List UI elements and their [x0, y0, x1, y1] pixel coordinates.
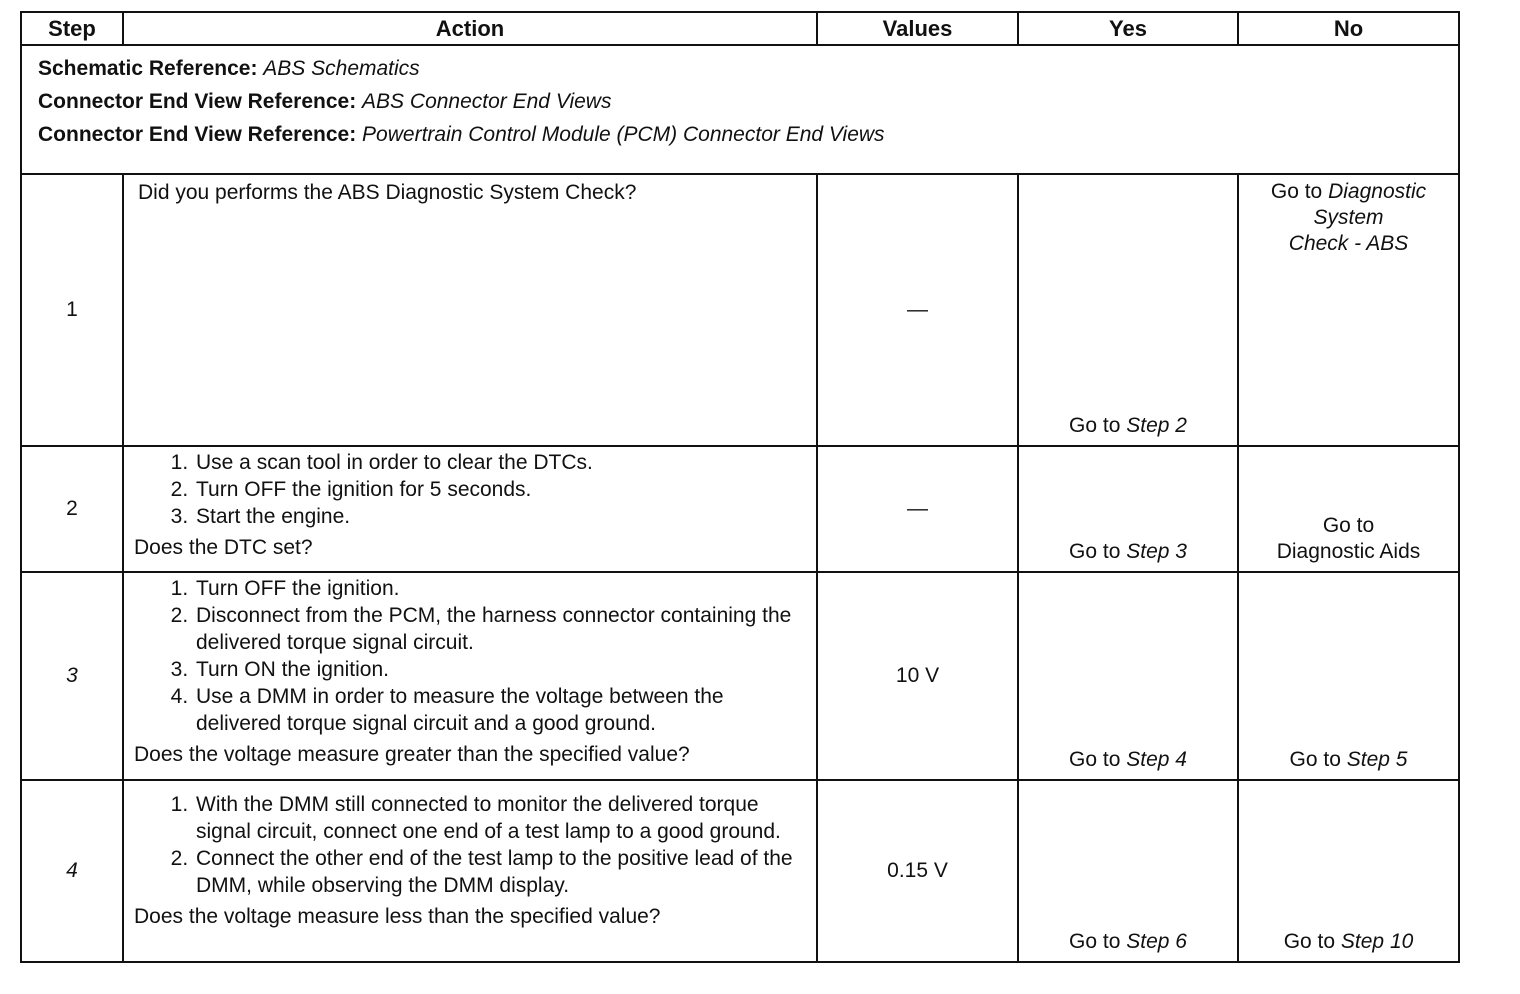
no-target-link[interactable]: Diagnostic — [1328, 180, 1427, 203]
step-row-1 — [21, 174, 1459, 446]
yes-cell[interactable] — [1018, 174, 1238, 446]
step-number: 4 — [21, 780, 123, 962]
action-list — [134, 449, 806, 530]
yes-prefix: Go to — [1069, 930, 1121, 953]
step-number: 2 — [21, 446, 123, 572]
reference-label: Connector End View Reference: — [38, 123, 357, 146]
header-values: Values — [817, 12, 1018, 45]
reference-label: Schematic Reference: — [38, 57, 258, 80]
no-prefix: Go to — [1322, 514, 1375, 537]
action-item: 1. Use a scan tool in order to clear the DTCs. — [194, 449, 806, 476]
value-cell: — — [817, 446, 1018, 572]
reference-link[interactable]: ABS Schematics — [263, 57, 420, 80]
step-number: 3 — [21, 572, 123, 780]
yes-prefix: Go to — [1069, 748, 1121, 771]
yes-target-link[interactable]: Step 4 — [1126, 748, 1187, 771]
no-target-link[interactable]: Step 5 — [1346, 748, 1408, 771]
action-item: 2. Disconnect from the PCM, the harness connector containing the delivered torque signal circuit. — [194, 602, 806, 656]
action-item: 1. With the DMM still connected to monitor the delivered torque signal circuit, connect one end of a test lamp to a good ground. — [194, 791, 806, 845]
action-question: Did you performs the ABS Diagnostic System Check? — [138, 181, 637, 204]
no-prefix: Go to — [1283, 930, 1336, 953]
yes-target-link[interactable]: Step 6 — [1126, 930, 1187, 953]
no-target-link-line3[interactable]: Check - ABS — [1288, 232, 1409, 255]
action-list — [134, 791, 806, 899]
action-item: 1. Turn OFF the ignition. — [194, 575, 806, 602]
diagnostic-table — [20, 11, 1460, 963]
reference-link[interactable]: ABS Connector End Views — [362, 90, 612, 113]
no-cell[interactable] — [1238, 780, 1459, 962]
value-cell: 0.15 V — [817, 780, 1018, 962]
yes-prefix: Go to — [1069, 414, 1121, 437]
action-cell — [123, 446, 817, 572]
value-cell: 10 V — [817, 572, 1018, 780]
yes-prefix: Go to — [1069, 540, 1121, 563]
action-question: Does the voltage measure less than the specified value? — [134, 905, 661, 928]
no-cell[interactable] — [1238, 572, 1459, 780]
connector-reference-abs — [38, 85, 1458, 118]
action-list — [134, 575, 806, 737]
step-row-4 — [21, 780, 1459, 962]
step-row-2 — [21, 446, 1459, 572]
yes-target-link[interactable]: Step 3 — [1126, 540, 1187, 563]
header-row — [21, 12, 1459, 45]
header-step: Step — [21, 12, 123, 45]
no-prefix: Go to — [1270, 180, 1323, 203]
no-target-link-line2[interactable]: System — [1313, 206, 1384, 229]
yes-cell[interactable] — [1018, 572, 1238, 780]
value-cell: — — [817, 174, 1018, 446]
header-yes: Yes — [1018, 12, 1238, 45]
reference-cell — [21, 45, 1459, 174]
no-target-link[interactable]: Step 10 — [1340, 930, 1414, 953]
action-item: 2. Turn OFF the ignition for 5 seconds. — [194, 476, 806, 503]
schematic-reference — [38, 52, 1458, 85]
reference-row — [21, 45, 1459, 174]
yes-target-link[interactable]: Step 2 — [1126, 414, 1187, 437]
yes-cell[interactable] — [1018, 780, 1238, 962]
action-question: Does the voltage measure greater than the specified value? — [134, 743, 690, 766]
reference-link[interactable]: Powertrain Control Module (PCM) Connector End Views — [362, 123, 885, 146]
action-question: Does the DTC set? — [134, 536, 313, 559]
action-cell — [123, 174, 817, 446]
header-action: Action — [123, 12, 817, 45]
yes-cell[interactable] — [1018, 446, 1238, 572]
action-item: 2. Connect the other end of the test lamp to the positive lead of the DMM, while observing the DMM display. — [194, 845, 806, 899]
reference-label: Connector End View Reference: — [38, 90, 357, 113]
no-cell[interactable] — [1238, 174, 1459, 446]
step-row-3 — [21, 572, 1459, 780]
no-target-link[interactable]: Diagnostic Aids — [1276, 540, 1421, 563]
action-item: 3. Turn ON the ignition. — [194, 656, 806, 683]
action-cell — [123, 572, 817, 780]
action-cell — [123, 780, 817, 962]
header-no: No — [1238, 12, 1459, 45]
step-number: 1 — [21, 174, 123, 446]
action-item: 3. Start the engine. — [194, 503, 806, 530]
no-prefix: Go to — [1289, 748, 1341, 771]
action-item: 4. Use a DMM in order to measure the voltage between the delivered torque signal circuit and a good ground. — [194, 683, 806, 737]
no-cell[interactable] — [1238, 446, 1459, 572]
connector-reference-pcm — [38, 118, 1458, 151]
